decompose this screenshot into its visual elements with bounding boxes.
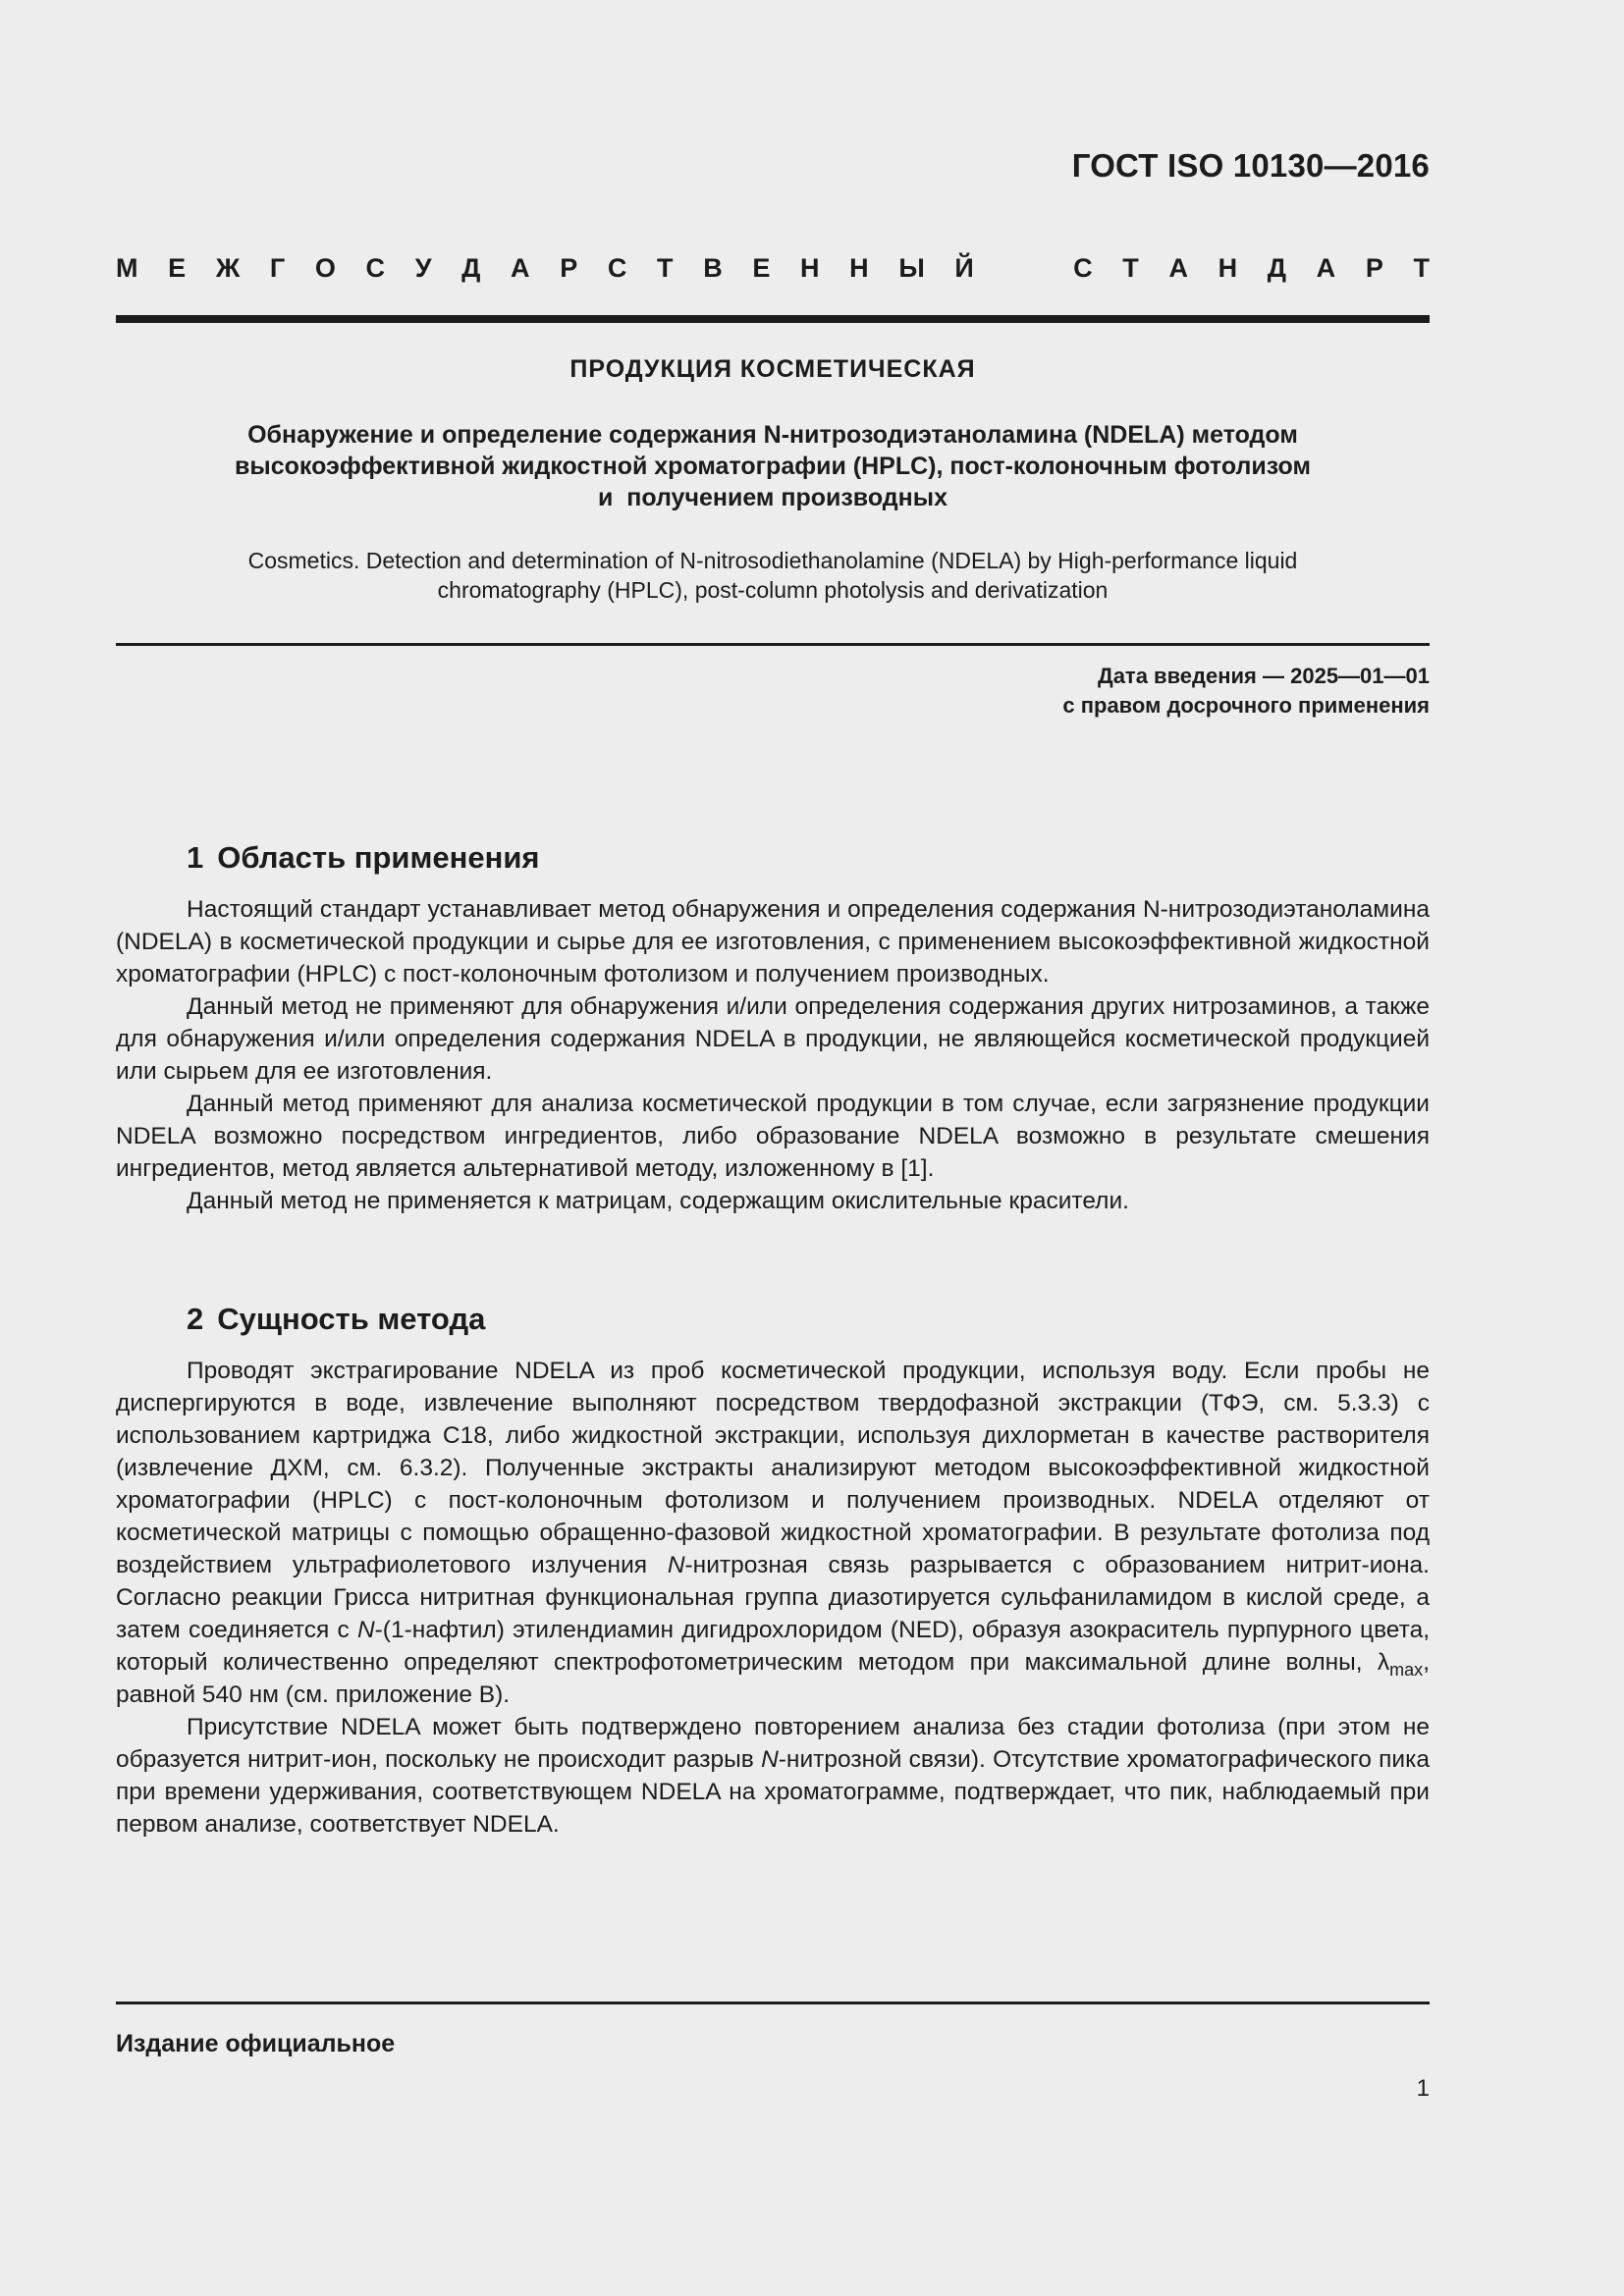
paragraph-text: Проводят экстрагирование NDELA из проб косметической продукции, используя воду. Если пробы не диспергируются в воде, извлечение выполняют посредством твердофазной экстракции (ТФЭ, см. 5.3.3) с использованием картриджа С18, либо жидкостной экстракции, используя дихлорметан в качестве растворителя (извлечение ДХМ, см. 6.3.2). Полученные экстракты анализируют методом высокоэффективной жидкостной хроматографии (HPLC) с пост-колоночным фотолизом и получением производных. NDELA отделяют от косметической матрицы с помощью обращенно-фазовой жидкостной хроматографии. В результате фотолиза под воздействием ультрафиолетового излучения [116, 1358, 1430, 1578]
banner-letter: С [1073, 253, 1093, 283]
paragraph: Настоящий стандарт устанавливает метод обнаружения и определения содержания N-нитрозодиэтаноламина (NDELA) в косметической продукции и сырье для ее изготовления, с применением высокоэффективной жидкостной хроматографии (HPLC) с пост-колоночным фотолизом и получением производных. [116, 896, 1430, 988]
paragraph: Данный метод не применяют для обнаружения и/или определения содержания других нитрозаминов, а также для обнаружения и/или определения содержания NDELA в продукции, не являющейся косметической продукцией или сырьем для ее изготовления. [116, 993, 1430, 1085]
lambda-subscript: max [1389, 1660, 1424, 1680]
paragraph-text: -(1-нафтил) этилендиамин дигидрохлоридом (NED), образуя азокраситель пурпурного цвета, который количественно определяют спектрофотометрическим методом при максимальной длине волны, λ [116, 1617, 1431, 1676]
introduction-date-block [1062, 662, 1430, 721]
banner-letter: М [116, 253, 138, 283]
banner-letter: У [414, 253, 432, 283]
banner-letter: Ж [215, 253, 241, 283]
banner-letter: Й [954, 253, 974, 283]
page-number: 1 [1416, 2075, 1430, 2102]
paragraph [116, 1711, 1430, 1841]
document-title-en [155, 546, 1390, 605]
banner-letter: Д [1267, 253, 1287, 283]
paragraph [116, 1355, 1430, 1711]
section-title: Область применения [217, 840, 540, 875]
section-number: 2 [187, 1302, 204, 1336]
banner-word-gap [1003, 253, 1043, 284]
title-ru-line: и получением производных [597, 484, 947, 511]
banner-letter: Д [461, 253, 481, 283]
banner-letter: Ы [898, 253, 925, 283]
title-divider [116, 643, 1430, 646]
italic-n: N [356, 1617, 375, 1643]
footer-divider [116, 2002, 1430, 2004]
banner-letter: Г [269, 253, 286, 283]
banner-letter: В [703, 253, 723, 283]
paragraph-text: -нитрозная связь разрывается с образованием нитрит-иона. Согласно реакции Грисса нитритная функциональная группа диазотируется сульфаниламидом в кислой среде, а затем соединяется с [116, 1552, 1430, 1643]
banner-letter: Е [752, 253, 771, 283]
section-body [116, 1355, 1430, 1841]
title-ru-line: Обнаружение и определение содержания N-нитрозодиэтаноламина (NDELA) методом [247, 421, 1298, 449]
banner-letter: Т [1413, 253, 1430, 283]
banner-letter: О [314, 253, 336, 283]
banner-letter: С [365, 253, 386, 283]
section-scope [116, 833, 1430, 1217]
banner-letter: С [607, 253, 627, 283]
italic-n: N [761, 1746, 779, 1773]
banner-letter: А [1316, 253, 1336, 283]
paragraph-text: , равной 540 нм (см. приложение В). [116, 1649, 1430, 1708]
paragraph: Данный метод не применяется к матрицам, содержащим окислительные красители. [187, 1188, 1129, 1214]
early-application-note: с правом досрочного применения [1062, 693, 1430, 718]
introduction-date: Дата введения — 2025—01—01 [1098, 664, 1430, 688]
document-page [116, 0, 1430, 2296]
header-divider [116, 315, 1430, 323]
paragraph-text: Присутствие NDELA может быть подтверждено повторением анализа без стадии фотолиза (при этом не образуется нитрит-ион, поскольку не происходит разрыв [116, 1714, 1430, 1773]
paragraph-text: -нитрозной связи). Отсутствие хроматографического пика при времени удерживания, соответствующем NDELA на хроматограмме, подтверждает, что пик, наблюдаемый при первом анализе, соответствует NDELA. [116, 1746, 1431, 1838]
section-title: Сущность метода [217, 1302, 486, 1336]
title-en-line: chromatography (HPLC), post-column photolysis and derivatization [437, 577, 1109, 603]
banner-letter: Р [1365, 253, 1383, 283]
banner-letter: Т [657, 253, 674, 283]
paragraph: Данный метод применяют для анализа косметической продукции в том случае, если загрязнение продукции NDELA возможно посредством ингредиентов, либо образование NDELA возможно в результате смешения ингредиентов, метод является альтернативой методу, изложенному в [1]. [116, 1091, 1430, 1182]
official-edition-label: Издание официальное [116, 2030, 396, 2057]
section-heading [187, 833, 1430, 882]
banner-letter: А [511, 253, 530, 283]
banner-letter: Н [1218, 253, 1238, 283]
section-body [116, 893, 1430, 1217]
banner-letter: Р [560, 253, 578, 283]
section-method-principle [116, 1295, 1430, 1841]
banner-letter: А [1168, 253, 1188, 283]
section-number: 1 [187, 840, 204, 875]
interstate-standard-banner [116, 253, 1430, 284]
document-title-ru [155, 419, 1390, 513]
italic-n: N [667, 1552, 685, 1578]
title-ru-line: высокоэффективной жидкостной хроматографии (HPLC), пост-колоночным фотолизом [235, 453, 1311, 480]
banner-letter: Н [849, 253, 869, 283]
banner-letter: Е [168, 253, 187, 283]
section-heading [187, 1295, 1430, 1344]
banner-letter: Н [800, 253, 820, 283]
title-en-line: Cosmetics. Detection and determination of N-nitrosodiethanolamine (NDELA) by High-performance liquid [247, 548, 1298, 573]
standard-code: ГОСТ ISO 10130—2016 [1071, 147, 1430, 184]
product-category: ПРОДУКЦИЯ КОСМЕТИЧЕСКАЯ [569, 355, 976, 383]
banner-letter: Т [1122, 253, 1139, 283]
